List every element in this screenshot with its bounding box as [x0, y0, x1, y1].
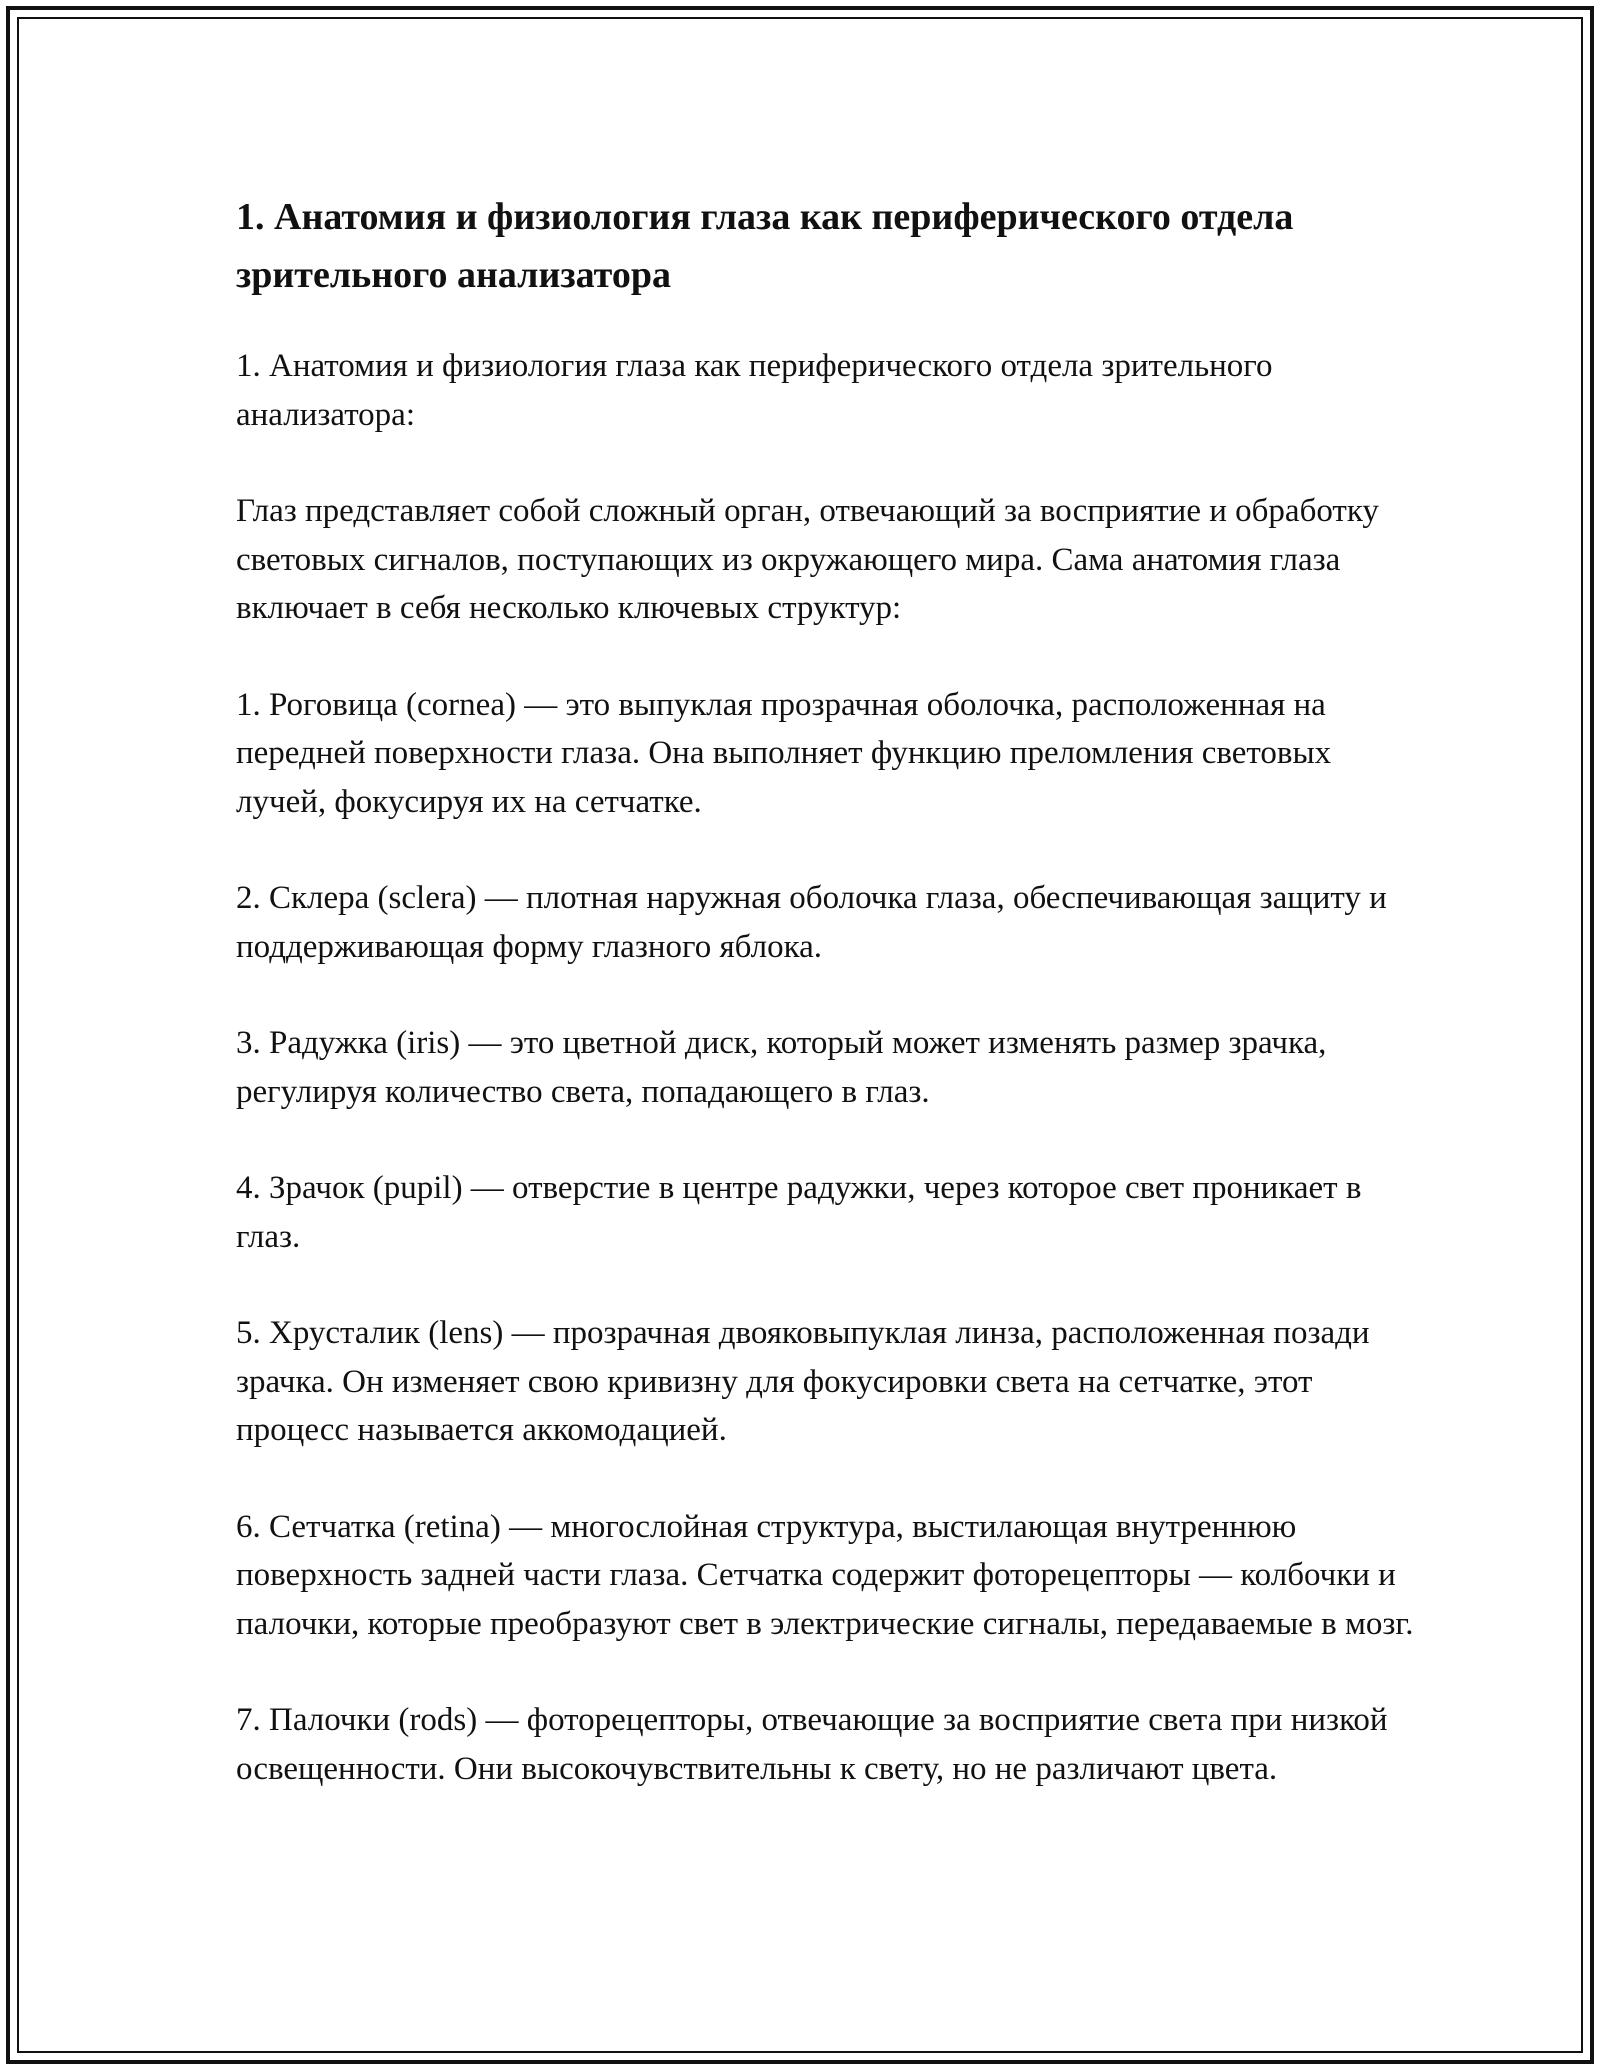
- paragraph-pupil: 4. Зрачок (pupil) — отверстие в центре радужки, через которое свет проникает в глаз.: [236, 1170, 1362, 1255]
- paragraph-iris: 3. Радужка (iris) — это цветной диск, который может изменять размер зрачка, регулируя количество света, попадающего в глаз.: [236, 1025, 1327, 1110]
- paragraph-cornea: 1. Роговица (cornea) — это выпуклая прозрачная оболочка, расположенная на передней поверхности глаза. Она выполняет функцию преломления световых лучей, фокусируя их на сетчатке.: [236, 686, 1332, 820]
- paragraph-intro-heading: 1. Анатомия и физиология глаза как периферического отдела зрительного анализатора:: [236, 348, 1273, 433]
- document-page: [236, 188, 1416, 1841]
- document-title: 1. Анатомия и физиология глаза как периферического отдела зрительного анализатора: [236, 196, 1294, 296]
- paragraph-rods: 7. Палочки (rods) — фоторецепторы, отвечающие за восприятие света при низкой освещенности. Они высокочувствительны к свету, но не различают цвета.: [236, 1702, 1388, 1787]
- paragraph-intro: Глаз представляет собой сложный орган, отвечающий за восприятие и обработку световых сигналов, поступающих из окружающего мира. Сама анатомия глаза включает в себя несколько ключевых структур:: [236, 493, 1379, 626]
- paragraph-lens: 5. Хрусталик (lens) — прозрачная двояковыпуклая линза, расположенная позади зрачка. Он изменяет свою кривизну для фокусировки света на сетчатке, этот процесс называется аккомодацией.: [236, 1315, 1370, 1448]
- paragraph-retina: 6. Сетчатка (retina) — многослойная структура, выстилающая внутреннюю поверхность задней части глаза. Сетчатка содержит фоторецепторы — колбочки и палочки, которые преобразуют свет в электрические сигналы, передаваемые в мозг.: [236, 1508, 1414, 1642]
- paragraph-sclera: 2. Склера (sclera) — плотная наружная оболочка глаза, обеспечивающая защиту и поддерживающая форму глазного яблока.: [236, 880, 1387, 965]
